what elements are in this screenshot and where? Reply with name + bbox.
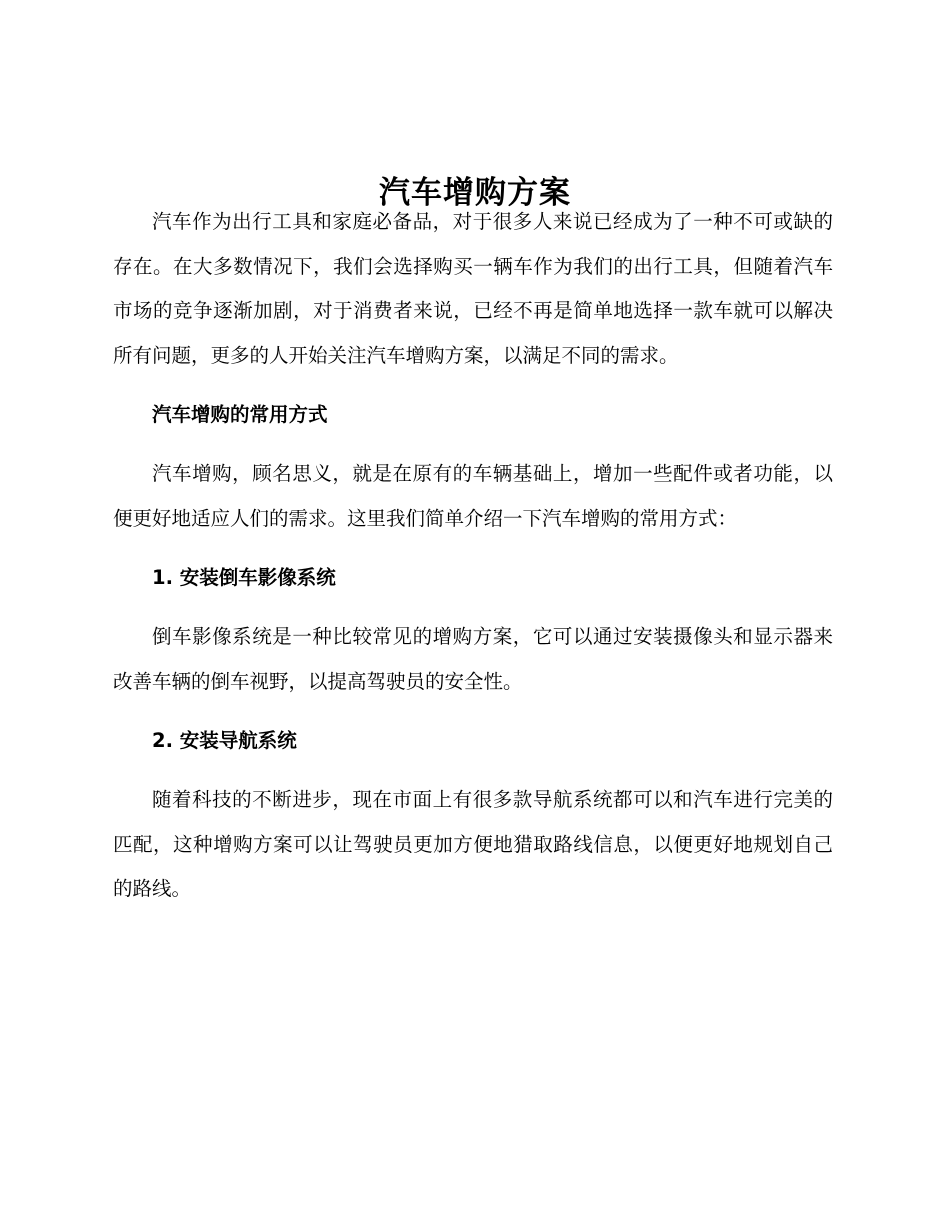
item-paragraph-navigation: 随着科技的不断进步，现在市面上有很多款导航系统都可以和汽车进行完美的匹配，这种增购方案可以让驾驶员更加方便地猎取路线信息，以便更好地规划自己的路线。 [113, 788, 833, 900]
intro-paragraph: 汽车作为出行工具和家庭必备品，对于很多人来说已经成为了一种不可或缺的存在。在大多数情况下，我们会选择购买一辆车作为我们的出行工具，但随着汽车市场的竞争逐渐加剧，对于消费者来说，已经不再是简单地选择一款车就可以解决所有问题，更多的人开始关注汽车增购方案，以满足不同的需求。 [113, 210, 833, 367]
item-heading-navigation: 2. 安装导航系统 [152, 729, 297, 752]
section-paragraph: 汽车增购，顾名思义，就是在原有的车辆基础上，增加一些配件或者功能，以便更好地适应人们的需求。这里我们简单介绍一下汽车增购的常用方式： [113, 462, 833, 530]
item-heading-reverse-camera: 1. 安装倒车影像系统 [152, 566, 336, 589]
document-title: 汽车增购方案 [379, 174, 571, 211]
section-heading: 汽车增购的常用方式 [152, 403, 328, 426]
document-body [113, 200, 833, 912]
item-paragraph-reverse-camera: 倒车影像系统是一种比较常见的增购方案，它可以通过安装摄像头和显示器来改善车辆的倒车视野，以提高驾驶员的安全性。 [113, 625, 833, 693]
